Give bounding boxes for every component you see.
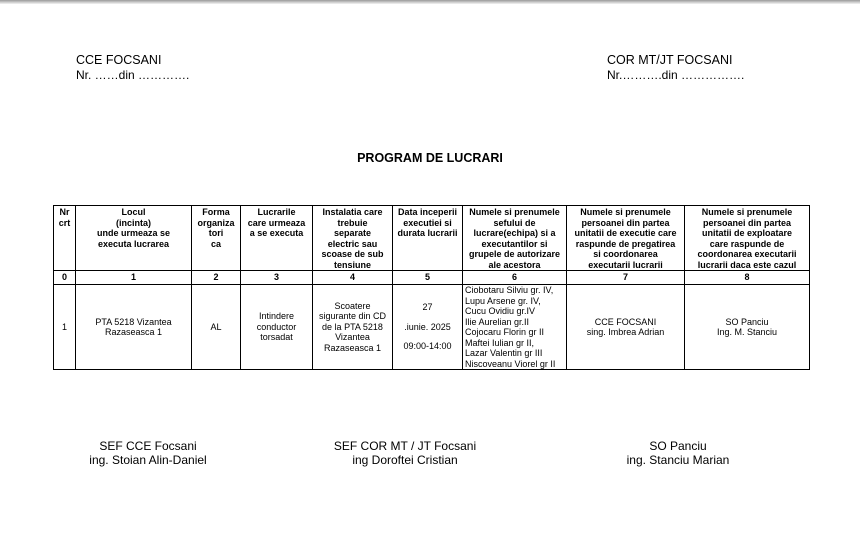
right-header	[607, 53, 744, 83]
left-org: CCE FOCSANI	[76, 53, 162, 67]
row-team	[463, 285, 567, 370]
column-number: 5	[393, 271, 463, 285]
header-line: scoase de sub	[321, 249, 384, 259]
header-line: lucrare(echipa) si a	[473, 228, 556, 238]
signature-block-cor	[330, 439, 480, 467]
cell-line: Ing. M. Stanciu	[716, 327, 778, 337]
header-line: coordonarea executarii	[697, 249, 797, 259]
team-member: Lupu Arsene gr. IV,	[465, 295, 541, 306]
header-nr	[54, 206, 76, 271]
right-ref: Nr.……….din …………….	[607, 68, 745, 82]
header-line: organiza	[197, 217, 235, 228]
cell-line: Vizantea	[335, 332, 370, 343]
header-line: ale acestora	[488, 259, 541, 270]
header-line: si coordonarea	[593, 249, 658, 259]
team-member: Ilie Aurelian gr.II	[465, 316, 530, 327]
header-line: crt	[58, 217, 71, 228]
left-ref: Nr. ……din ………….	[76, 68, 190, 82]
header-line: durata lucrarii	[397, 228, 458, 238]
header-line: tori	[208, 228, 224, 238]
row-installation	[313, 285, 393, 370]
header-installation	[313, 206, 393, 271]
signature-block-cce	[88, 439, 208, 467]
team-member: Lazar Valentin gr III	[465, 348, 543, 358]
team-member: Ciobotaru Silviu gr. IV,	[465, 285, 554, 295]
column-number: 6	[463, 271, 567, 285]
header-line: Numele si prenumele	[580, 207, 671, 217]
header-line: Lucrarile	[257, 207, 296, 217]
header-team	[463, 206, 567, 271]
row-location	[76, 285, 192, 370]
left-header	[76, 53, 189, 83]
column-number: 2	[192, 271, 241, 285]
signature-role: SEF COR MT / JT Focsani	[333, 439, 477, 453]
document-title: PROGRAM DE LUCRARI	[357, 151, 503, 165]
row-exec-unit	[567, 285, 685, 370]
header-date	[393, 206, 463, 271]
header-line: raspunde de pregatirea	[575, 238, 676, 249]
header-line: Nr	[59, 207, 70, 217]
header-location	[76, 206, 192, 271]
header-line: executa lucrarea	[97, 238, 170, 249]
column-number: 7	[567, 271, 685, 285]
header-line: ca	[210, 238, 221, 249]
row-form: AL	[192, 285, 241, 370]
date-hours: 09:00-14:00	[403, 341, 452, 352]
header-line: Data inceperii	[397, 207, 458, 217]
cell-line: Scoatere	[334, 300, 371, 311]
header-line: Numele si prenumele	[469, 207, 560, 217]
signature-role: SEF CCE Focsani	[99, 439, 197, 453]
team-member: Cucu Ovidiu gr.IV	[465, 306, 536, 316]
right-org: COR MT/JT FOCSANI	[607, 53, 733, 67]
cell-line: sigurante din CD	[318, 311, 387, 322]
header-line: Instalatia care	[322, 207, 383, 217]
cell-line: Intindere	[258, 311, 295, 322]
header-line: grupele de autorizare	[468, 249, 561, 259]
header-line: executantilor si	[481, 238, 548, 249]
header-line: unitatii de exploatare	[701, 228, 793, 238]
header-exec-unit	[567, 206, 685, 271]
header-line: (incinta)	[116, 217, 151, 228]
header-line: trebuie	[337, 217, 368, 228]
column-number: 3	[241, 271, 313, 285]
header-line: care raspunde de	[709, 238, 785, 249]
window-top-shadow	[0, 0, 860, 4]
header-line: Locul	[121, 207, 146, 217]
header-line: unitatii de executie care	[574, 228, 677, 238]
signature-name: ing. Stoian Alin-Daniel	[89, 453, 207, 467]
cell-line: PTA 5218 Vizantea	[95, 316, 172, 327]
cell-line: CCE FOCSANI	[594, 316, 657, 327]
date-day: 27	[422, 302, 433, 313]
header-line: sefului de	[493, 217, 536, 228]
column-number: 0	[54, 271, 76, 285]
table-row	[54, 285, 810, 370]
cell-line: conductor	[256, 321, 297, 332]
signature-name: ing. Stanciu Marian	[626, 453, 730, 467]
header-line: electric sau	[327, 238, 378, 249]
column-number: 4	[313, 271, 393, 285]
header-line: executiei si	[403, 217, 452, 228]
cell-line: torsadat	[260, 332, 293, 343]
cell-line: Razaseasca 1	[323, 342, 382, 353]
row-works	[241, 285, 313, 370]
header-line: lucrarii daca este cazul	[697, 259, 797, 270]
signature-role: SO Panciu	[649, 439, 707, 453]
column-number: 8	[685, 271, 810, 285]
header-form	[192, 206, 241, 271]
column-number: 1	[76, 271, 192, 285]
header-line: unde urmeaza se	[96, 228, 171, 238]
table-header-row	[54, 206, 810, 271]
row-exploit-unit	[685, 285, 810, 370]
header-line: tensiune	[333, 259, 371, 270]
team-member: Niscoveanu Viorel gr II	[465, 358, 556, 369]
cell-line: SO Panciu	[725, 316, 769, 327]
header-line: separate	[333, 228, 372, 238]
header-works	[241, 206, 313, 271]
header-line: persoanei din partea	[581, 217, 670, 228]
signature-block-so	[618, 439, 738, 467]
date-month: .iunie. 2025	[404, 321, 451, 332]
column-number-row	[54, 271, 810, 285]
header-exploit-unit	[685, 206, 810, 271]
team-member: Maftei Iulian gr II,	[465, 337, 535, 348]
row-date	[393, 285, 463, 370]
signature-name: ing Doroftei Cristian	[352, 453, 458, 467]
cell-line: Razaseasca 1	[104, 327, 163, 337]
cell-line: de la PTA 5218	[322, 321, 383, 332]
header-line: executarii lucrarii	[588, 259, 663, 270]
work-program-table	[53, 205, 810, 370]
header-line: Numele si prenumele	[701, 207, 793, 217]
header-line: persoanei din partea	[702, 217, 792, 228]
row-nr: 1	[54, 285, 76, 370]
header-line: care urmeaza	[247, 217, 306, 228]
cell-line: sing. Imbrea Adrian	[586, 327, 665, 337]
team-member: Cojocaru Florin gr II	[465, 327, 545, 337]
header-line: a se executa	[249, 228, 304, 238]
header-line: Forma	[202, 207, 230, 217]
